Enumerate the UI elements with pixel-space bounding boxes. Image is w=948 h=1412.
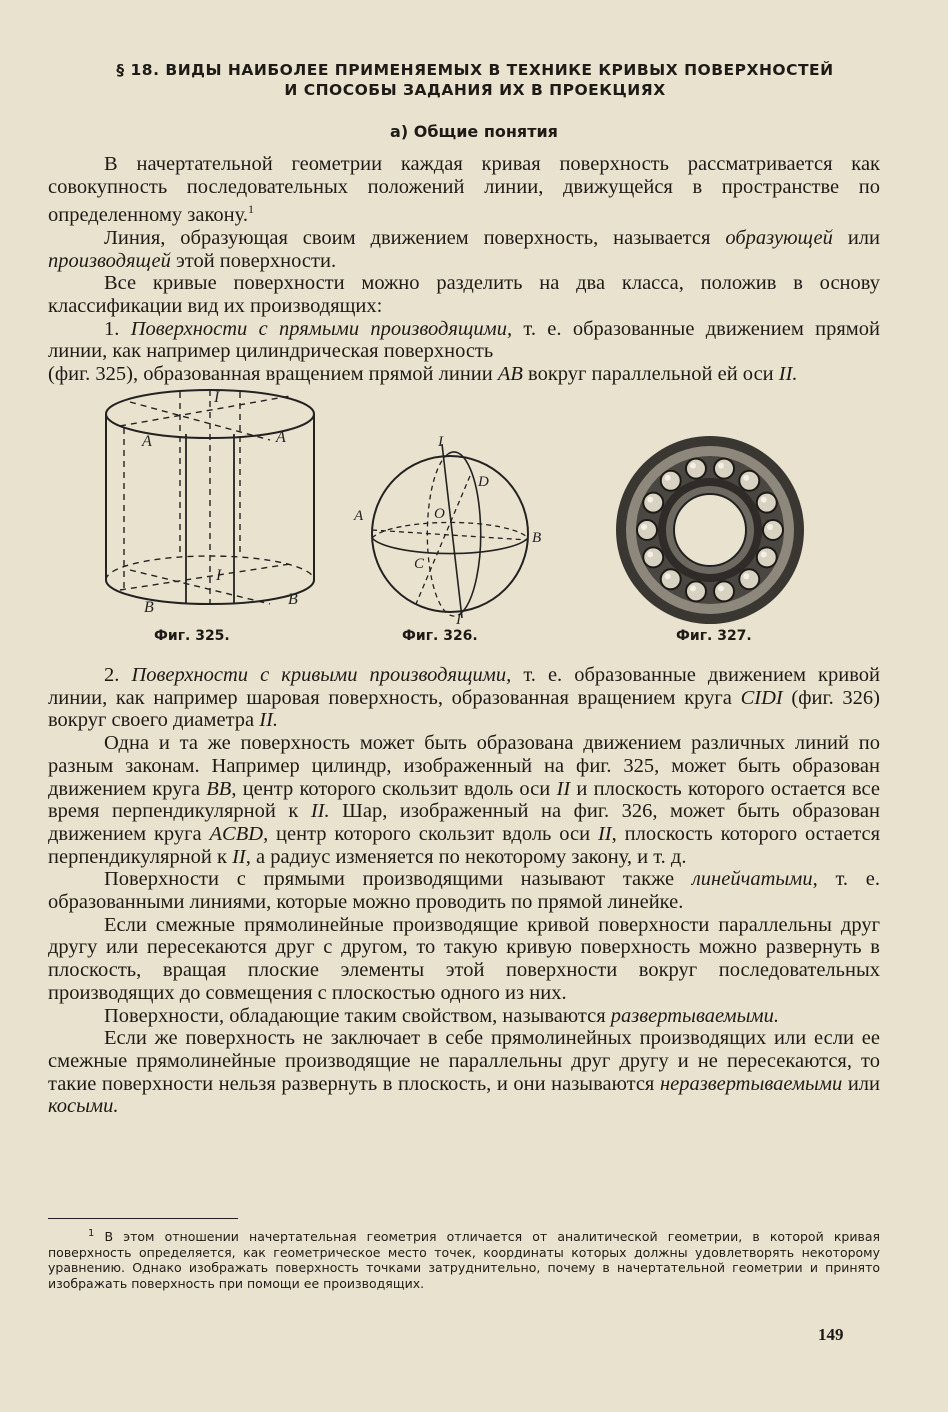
term-razvertyvaemye: развертываемыми. (610, 1004, 779, 1027)
fig326-label-c: C (414, 556, 425, 572)
bearing-ball (739, 471, 759, 491)
bearing-ball-highlight (761, 497, 767, 503)
fig325-label-i-bottom: I (216, 567, 222, 584)
fig326-label-d: D (478, 474, 489, 490)
fig325-label-a-right: A (276, 429, 286, 446)
footnote-divider (48, 1218, 238, 1219)
bearing-ball-highlight (718, 463, 724, 469)
paragraph-10: Если же поверхность не заключает в себе прямолинейных производящих или если ее смежные прямолинейные производящие не параллельны друг другу и не пересекаются, то такие поверхности нельзя развернуть в плоскость, и они называются неразвертываемыми или косыми. (48, 1027, 880, 1118)
bearing-ball (757, 493, 777, 513)
footnote-mark: 1 (88, 1228, 95, 1239)
fig325-label-b-right: B (288, 591, 298, 608)
figure-325-caption: Фиг. 325. (154, 628, 230, 644)
paragraph-4-continued: (фиг. 325), образованная вращением прямой линии AB вокруг параллельной ей оси II. (48, 363, 798, 386)
bearing-ball-highlight (641, 524, 647, 530)
bearing-ball-highlight (761, 551, 767, 557)
bearing-ball-highlight (690, 463, 696, 469)
figure-327-caption: Фиг. 327. (676, 628, 752, 644)
page-number: 149 (818, 1325, 844, 1344)
bearing-ball (686, 581, 706, 601)
footnote-ref[interactable]: 1 (247, 202, 254, 217)
fig326-label-i-bottom: I (456, 612, 461, 624)
text-block-top (48, 153, 880, 386)
fig325-label-a-left: A (142, 433, 152, 450)
text-block-bottom (48, 664, 880, 1118)
fig325-label-i-top: I (214, 389, 220, 406)
figure-325-cylinder (90, 384, 330, 624)
bearing-ball (661, 569, 681, 589)
bearing-ball (714, 581, 734, 601)
paragraph-7: Поверхности с прямыми производящими называют также линейчатыми, т. е. образованными линиями, которые можно проводить по прямой линейке. (48, 868, 880, 914)
bearing-ball (757, 547, 777, 567)
paragraph-8: Если смежные прямолинейные производящие кривой поверхности параллельны друг другу или пересекаются друг с другом, то такую кривую поверхность можно развернуть в плоскость, вращая плоские элементы этой поверхности вокруг последовательных производящих до совмещения с плоскостью одного из них. (48, 913, 880, 1004)
paragraph-2: Линия, образующая своим движением поверхность, называется образующей или производящей этой поверхности. (48, 226, 881, 272)
bearing-ball-highlight (647, 551, 653, 557)
bearing-ball-highlight (767, 524, 773, 530)
bearing-ball-highlight (647, 497, 653, 503)
term-obrazuyushchaya: образующей (725, 226, 833, 249)
paragraph-3: Все кривые поверхности можно разделить на два класса, положив в основу классификации вид их производящих: (48, 272, 880, 318)
term-lineychatye: линейчатыми (691, 868, 813, 891)
figure-326-sphere (350, 434, 550, 624)
figures-row (40, 384, 890, 654)
fig326-label-a: A (354, 508, 364, 524)
bearing-ball (643, 493, 663, 513)
paragraph-6: Одна и та же поверхность может быть образована движением различных линий по разным законам. Например цилиндр, изображенный на фиг. 325, может быть образован движением круга BB, центр которого скользит вдоль оси II и плоскость которого остается все время перпендикулярной к II. Шар, изображенный на фиг. 326, может быть образован движением круга ACBD, центр которого скользит вдоль оси II, плоскость которого остается перпендикулярной к II, а радиус изменяется по некоторому закону, и т. д. (48, 732, 881, 868)
fig326-label-o: O (434, 506, 445, 522)
term-straight-generators: Поверхности с прямыми производящими, (130, 317, 513, 340)
term-nerazvertyvaemye: неразвертываемыми (659, 1072, 843, 1095)
section-heading-line-1: § 18. ВИДЫ НАИБОЛЕЕ ПРИМЕНЯЕМЫХ В ТЕХНИКЕ КРИВЫХ ПОВЕРХНОСТЕЙ (116, 61, 834, 79)
bearing-ball-highlight (718, 585, 724, 591)
bearing-ball (739, 569, 759, 589)
bearing-ball (661, 471, 681, 491)
bearing-ball (686, 459, 706, 479)
fig326-label-i-top: I (438, 434, 443, 450)
footnote-text: В этом отношении начертательная геометрия отличается от аналитической геометрии, в которой кривая поверхность определяется, как геометрическое место точек, координаты которых должны удовлетворять некоторому уравнению. Однако изображать поверхность точками затруднительно, почему в начертательной геометрии и принято изображать поверхность при помощи ее производящих. (48, 1229, 880, 1291)
bearing-ball-highlight (743, 475, 749, 481)
bearing-ball (637, 520, 657, 540)
figure-327-bearing (610, 430, 810, 630)
section-heading (40, 60, 910, 100)
bearing-ball-highlight (665, 573, 671, 579)
paragraph-5: 2. Поверхности с кривыми производящими, т. е. образованные движением кривой линии, как например шаровая поверхность, образованная вращением круга CIDI (фиг. 326) вокруг своего диаметра II. (48, 664, 881, 732)
bearing-ball-highlight (743, 573, 749, 579)
bearing-ball-highlight (665, 475, 671, 481)
paragraph-4: 1. Поверхности с прямыми производящими, т. е. образованные движением прямой линии, как например цилиндрическая поверхность (48, 317, 880, 363)
term-curved-generators: Поверхности с кривыми производящими, (131, 664, 512, 686)
section-heading-line-2: И СПОСОБЫ ЗАДАНИЯ ИХ В ПРОЕКЦИЯХ (284, 81, 666, 99)
paragraph-1: В начертательной геометрии каждая кривая поверхность рассматривается как совокупность последовательных положений линии, движущейся в пространстве по определенному закону.$^1$ (48, 153, 880, 227)
fig325-label-b-left: B (144, 599, 154, 616)
fig326-label-b: B (532, 530, 542, 546)
bearing-ball (643, 547, 663, 567)
term-proizvodyashchaya: производящей (48, 249, 171, 272)
footnote (48, 1226, 880, 1292)
figure-326-caption: Фиг. 326. (402, 628, 478, 644)
bearing-ball-highlight (690, 585, 696, 591)
bearing-ball (763, 520, 783, 540)
term-kosye: косыми. (48, 1095, 119, 1118)
bearing-ball (714, 459, 734, 479)
paragraph-9: Поверхности, обладающие таким свойством, называются развертываемыми. (104, 1004, 779, 1027)
subsection-heading: а) Общие понятия (390, 122, 558, 141)
